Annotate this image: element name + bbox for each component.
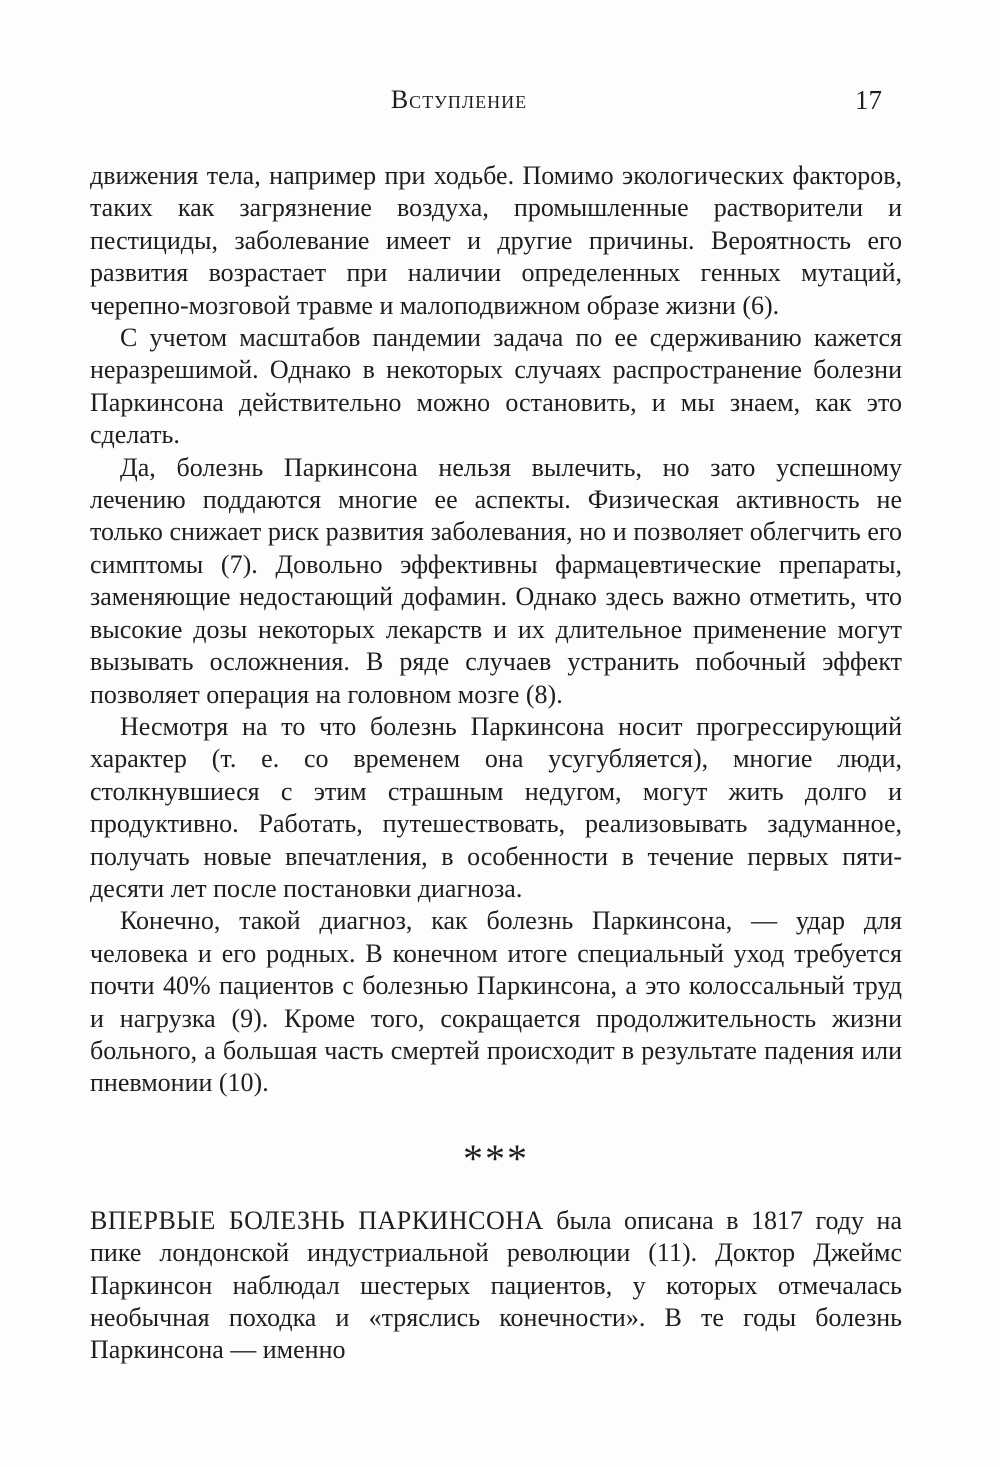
section-lead-in: ВПЕРВЫЕ БОЛЕЗНЬ ПАРКИНСОНА bbox=[90, 1205, 544, 1235]
paragraph-4: Несмотря на то что болезнь Паркинсона носит прогрессирующий характер (т. е. со временем она усугубляется), многие люди, столкнувшиеся с этим страшным недугом, могут жить долго и продуктивно. Работать, путешествовать, реализовывать задуманное, получать новые впечатления, в особенности в течение первых пяти-десяти лет после постановки диагноза. bbox=[90, 711, 902, 903]
section-continuation-text: была описана в 1817 году на пике лондонской индустриальной революции (11). Доктор Джеймс Паркинсон наблюдал шестерых пациентов, у которых отмечалась необычная походка и «тряслись конечности». В те годы болезнь Паркинсона — именно bbox=[90, 1205, 903, 1365]
paragraph-1: движения тела, например при ходьбе. Помимо экологических факторов, таких как загрязнение воздуха, промышленные растворители и пестициды, заболевание имеет и другие причины. Вероятность его развития возрастает при наличии определенных генных мутаций, черепно-мозговой травме и малоподвижном образе жизни (6). bbox=[90, 161, 902, 320]
page-body bbox=[90, 160, 902, 1367]
chapter-title: Вступление bbox=[390, 85, 528, 114]
running-header bbox=[90, 86, 902, 116]
paragraph-3: Да, болезнь Паркинсона нельзя вылечить, но зато успешному лечению поддаются многие ее аспекты. Физическая активность не только снижает риск развития заболевания, но и позволяет облегчить его симптомы (7). Довольно эффективны фармацевтические препараты, заменяющие недостающий дофамин. Однако здесь важно отметить, что высокие дозы некоторых лекарств и их длительное применение могут вызывать осложнения. В ряде случаев устранить побочный эффект позволяет операция на головном мозге (8). bbox=[90, 452, 902, 709]
paragraph-6 bbox=[90, 1205, 902, 1367]
section-separator: *** bbox=[463, 1135, 529, 1181]
paragraph-5: Конечно, такой диагноз, как болезнь Паркинсона, — удар для человека и его родных. В конечном итоге специальный уход требуется почти 40% пациентов с болезнью Паркинсона, а это колоссальный труд и нагрузка (9). Кроме того, сокращается продолжительность жизни больного, а большая часть смертей происходит в результате падения или пневмонии (10). bbox=[90, 906, 902, 1098]
paragraph-2: С учетом масштабов пандемии задача по ее сдерживанию кажется неразрешимой. Однако в некоторых случаях распространение болезни Паркинсона действительно можно остановить, и мы знаем, как это сделать. bbox=[90, 323, 902, 450]
page-number: 17 bbox=[855, 85, 882, 115]
